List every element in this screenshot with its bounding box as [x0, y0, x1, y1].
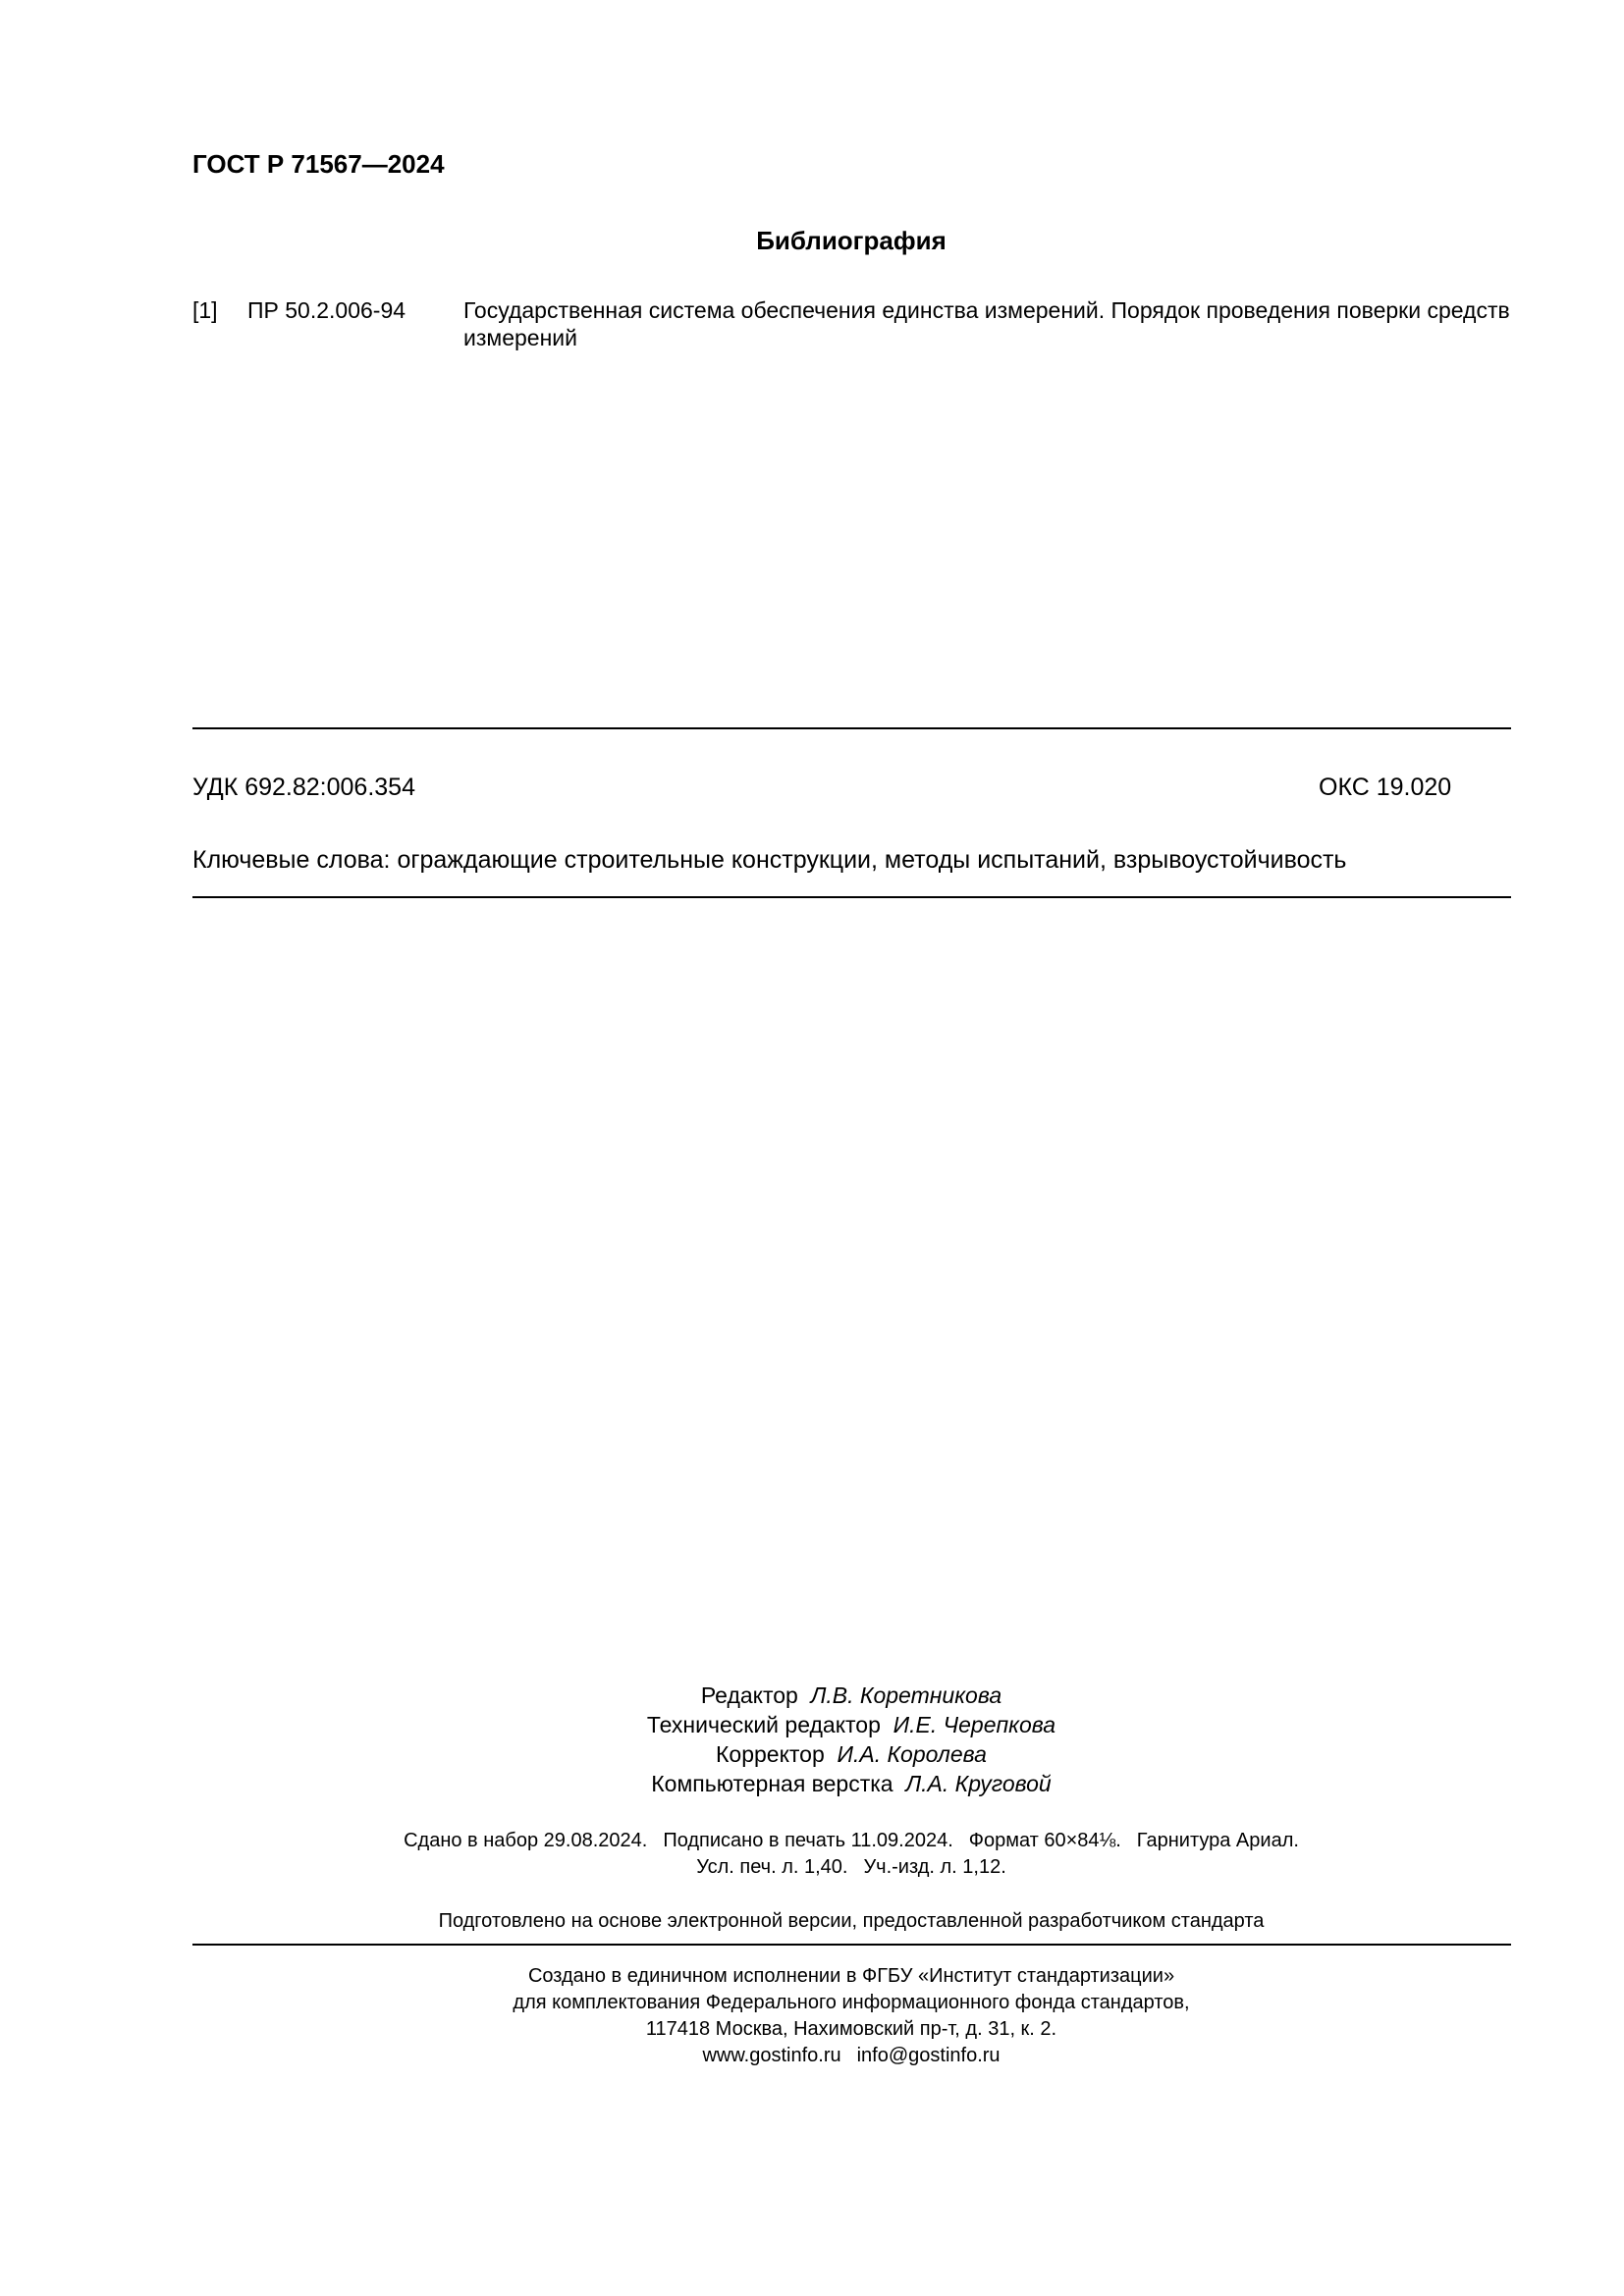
credit-technical-editor — [0, 1710, 1624, 1739]
credit-role: Редактор — [700, 1682, 798, 1708]
credit-name: Л.В. Коретникова — [810, 1682, 1002, 1708]
credits-block — [0, 1681, 1624, 1798]
keywords-divider — [192, 896, 1511, 898]
publisher-email[interactable]: info@gostinfo.ru — [856, 2045, 1001, 2066]
credit-editor — [0, 1681, 1624, 1710]
submitted-date: Сдано в набор 29.08.2024. — [404, 1830, 648, 1851]
udk-code: УДК 692.82:006.354 — [192, 774, 415, 801]
credit-name: Л.А. Круговой — [905, 1771, 1052, 1796]
credit-role: Корректор — [716, 1741, 825, 1767]
publisher-sheets: Уч.-изд. л. 1,12. — [863, 1856, 1006, 1878]
document-id: ГОСТ Р 71567—2024 — [192, 149, 445, 179]
credit-role: Технический редактор — [646, 1712, 881, 1737]
credit-role: Компьютерная верстка — [651, 1771, 893, 1796]
publisher-line-2: для комплектования Федерального информационного фонда стандартов, — [513, 1992, 1190, 2013]
paper-format: Формат 60×84⅛. — [968, 1830, 1121, 1851]
publisher-line-1: Создано в единичном исполнении в ФГБУ «Институт стандартизации» — [527, 1965, 1175, 1987]
print-sheets: Усл. печ. л. 1,40. — [696, 1856, 848, 1878]
bibliography-entry-code: ПР 50.2.006-94 — [247, 297, 406, 323]
bibliography-title: Библиография — [756, 226, 947, 255]
typeface: Гарнитура Ариал. — [1136, 1830, 1299, 1851]
prepared-note: Подготовлено на основе электронной версии, предоставленной разработчиком стандарта — [438, 1910, 1265, 1932]
bibliography-entry-number: [1] — [192, 297, 218, 323]
keywords: Ключевые слова: ограждающие строительные конструкции, методы испытаний, взрывоустойчивость — [192, 846, 1347, 874]
signed-date: Подписано в печать 11.09.2024. — [663, 1830, 953, 1851]
oks-code: ОКС 19.020 — [1319, 774, 1452, 801]
publisher-block — [0, 1963, 1624, 2069]
credit-proofreader — [0, 1739, 1624, 1769]
publisher-website[interactable]: www.gostinfo.ru — [702, 2045, 841, 2066]
bibliography-entry-title: Государственная система обеспечения единства измерений. Порядок проведения поверки средств измерений — [463, 297, 1510, 350]
credit-name: И.Е. Черепкова — [893, 1712, 1056, 1737]
credit-name: И.А. Королева — [837, 1741, 987, 1767]
print-info — [0, 1828, 1624, 1881]
credit-layout — [0, 1769, 1624, 1798]
publisher-divider — [192, 1944, 1511, 1946]
top-divider — [192, 727, 1511, 729]
publisher-address: 117418 Москва, Нахимовский пр-т, д. 31, к. 2. — [645, 2018, 1057, 2040]
